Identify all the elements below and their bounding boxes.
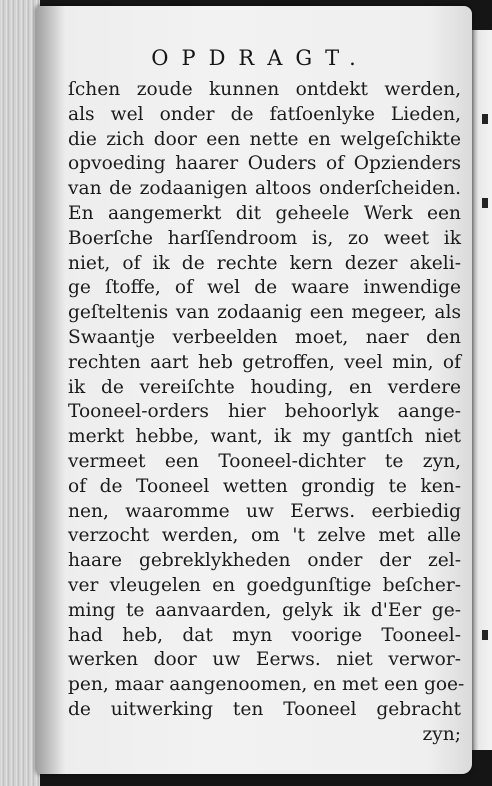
running-head: OPDRAGT.	[151, 46, 369, 70]
text-line: nen, waaromme uw Eerws. eerbiedig	[68, 500, 461, 522]
text-line: Swaantje verbeelden moet, naer den	[68, 326, 461, 348]
text-line: de uitwerking ten Tooneel gebracht	[68, 698, 461, 720]
text-line: ming te aanvaarden, gelyk ik d'Eer ge-	[68, 599, 461, 621]
ink-mark	[482, 114, 488, 124]
text-line: Boerſche harſſendroom is, zo weet ik	[68, 227, 461, 249]
text-line: ge ſtoffe, of wel de waare inwendige	[68, 277, 461, 299]
text-line: pen, maar aangenoomen, en met een goe-	[68, 674, 465, 696]
text-line: die zich door een nette en welgeſchikte	[68, 128, 461, 150]
text-line: ſchen zoude kunnen ontdekt werden,	[68, 79, 461, 100]
text-line: haare gebreklykheden onder der zel-	[68, 550, 461, 572]
text-line: van de zodaanigen altoos onderſcheiden.	[68, 178, 461, 200]
text-line: opvoeding haarer Ouders of Opzienders	[68, 153, 461, 175]
text-line: Tooneel-orders hier behoorlyk aange-	[68, 401, 461, 423]
text-line: werken door uw Eerws. niet verwor-	[68, 649, 461, 671]
text-line: En aangemerkt dit geheele Werk een	[68, 202, 461, 224]
text-line: als wel onder de fatſoenlyke Lieden,	[68, 103, 461, 125]
text-line: merkt hebbe, want, ik my gantſch niet	[68, 426, 461, 448]
text-line: niet, of ik de rechte kern dezer akeli-	[68, 252, 461, 274]
page-edges	[0, 0, 40, 786]
text-line: verzocht werden, om 't zelve met alle	[68, 525, 461, 547]
text-line: geſteltenis van zodaanig een megeer, als	[68, 302, 461, 324]
ink-mark	[482, 630, 488, 640]
body-text	[68, 78, 465, 748]
catchword: zyn;	[422, 723, 461, 745]
text-line: had heb, dat myn voorige Tooneel-	[68, 624, 461, 646]
text-line: vermeet een Tooneel-dichter te zyn,	[68, 450, 461, 472]
text-line: rechten aart heb getroffen, veel min, of	[68, 351, 461, 373]
facing-page-edge	[470, 30, 492, 750]
text-line: ik de vereiſchte houding, en verdere	[68, 376, 461, 398]
text-line: ver vleugelen en goedgunſtige beſcher-	[68, 574, 461, 596]
text-line: of de Tooneel wetten grondig te ken-	[68, 475, 461, 497]
ink-mark	[482, 198, 488, 208]
